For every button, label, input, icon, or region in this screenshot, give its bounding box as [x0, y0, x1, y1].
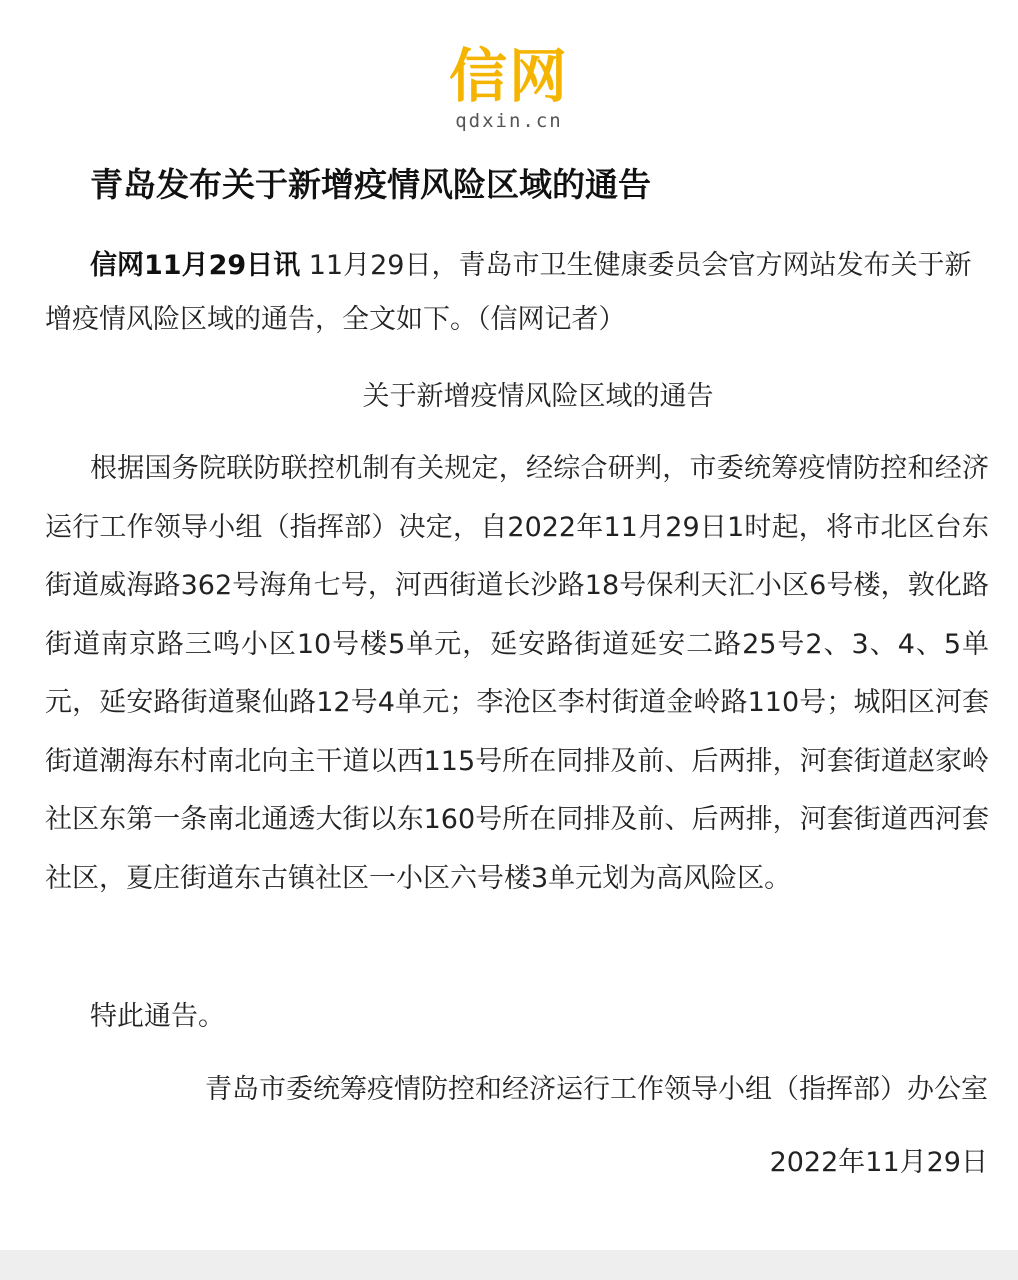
notice-signer: 青岛市委统筹疫情防控和经济运行工作领导小组（指挥部）办公室 — [205, 1074, 988, 1105]
lead-text: 11月29日，青岛市卫生健康委员会官方网站发布关于新增疫情风险区域的通告，全文如下。（信网记者） — [45, 250, 972, 335]
notice-body: 根据国务院联防联控机制有关规定，经综合研判，市委统筹疫情防控和经济运行工作领导小组（指挥部）决定，自2022年11月29日1时起，将市北区台东街道威海路362号海角七号，河西街道长沙路18号保利天汇小区6号楼，敦化路街道南京路三鸣小区10号楼5单元，延安路街道延安二路25号2、3、4、5单元，延安路街道聚仙路12号4单元；李沧区李村街道金岭路110号；城阳区河套街道潮海东村南北向主干道以西115号所在同排及前、后两排，河套街道赵家岭社区东第一条南北通透大街以东160号所在同排及前、后两排，河套街道西河套社区，夏庄街道东古镇社区一小区六号楼3单元划为高风险区。 — [45, 453, 989, 894]
lead-source-tag: 信网11月29日讯 — [90, 250, 301, 281]
notice-title: 关于新增疫情风险区域的通告 — [362, 381, 714, 412]
notice-closing: 特此通告。 — [90, 1001, 225, 1032]
article-title: 青岛发布关于新增疫情风险区域的通告 — [90, 165, 651, 204]
logo-mark: 信网 — [448, 42, 569, 110]
logo-domain: qdxin.cn — [455, 110, 563, 132]
article-lead — [45, 239, 975, 347]
footer-bar — [0, 1250, 1018, 1280]
notice-date: 2022年11月29日 — [769, 1147, 988, 1178]
site-logo[interactable] — [0, 44, 1018, 132]
